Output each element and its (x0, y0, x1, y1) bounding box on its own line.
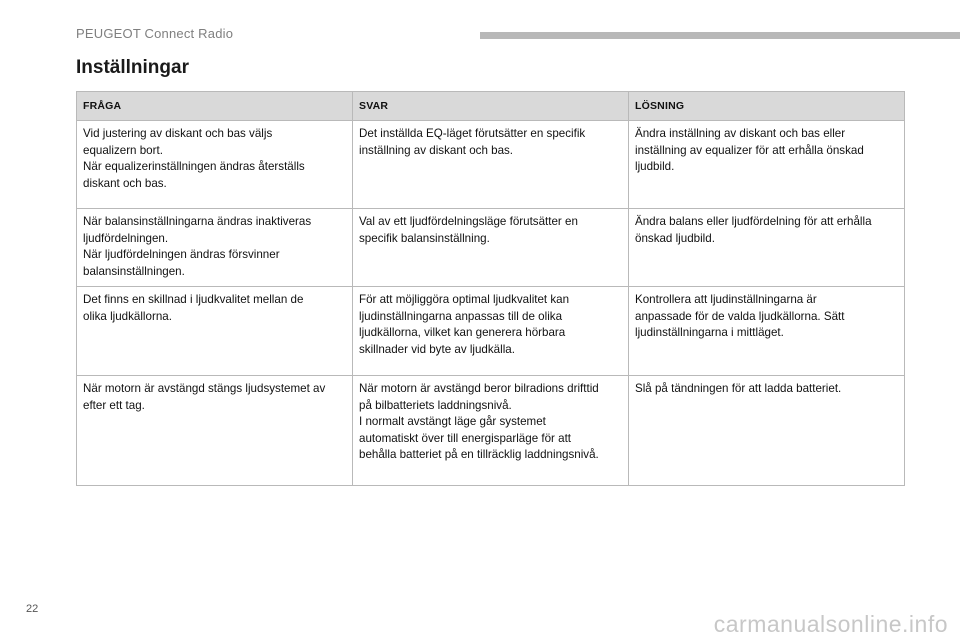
solution-cell (629, 121, 905, 209)
column-header-solution: LÖSNING (629, 92, 905, 121)
solution-cell (629, 287, 905, 376)
answer-cell (353, 121, 629, 209)
question-cell (77, 209, 353, 287)
answer-cell (353, 287, 629, 376)
question-text: När balansinställningarna ändras inaktiveras ljudfördelningen. När ljudfördelningen ändras försvinner balansinställningen. (83, 215, 312, 278)
column-header-question: FRÅGA (77, 92, 353, 121)
solution-cell (629, 209, 905, 287)
answer-cell (353, 376, 629, 486)
table-row (77, 121, 905, 209)
column-header-answer: SVAR (353, 92, 629, 121)
question-text: Det finns en skillnad i ljudkvalitet mellan de olika ljudkällorna. (83, 293, 304, 323)
solution-text: Slå på tändningen för att ladda batteriet. (635, 382, 842, 395)
answer-text: När motorn är avstängd beror bilradions drifttid på bilbatteriets laddningsnivå. I normalt avstängt läge går systemet automatiskt över till energisparläge för att behålla batteriet på en tillräcklig laddningsnivå. (359, 382, 599, 461)
table-row (77, 376, 905, 486)
question-cell (77, 287, 353, 376)
question-cell (77, 376, 353, 486)
solution-text: Ändra inställning av diskant och bas eller inställning av equalizer för att erhålla önskad ljudbild. (635, 127, 864, 173)
header-rule (480, 32, 960, 39)
table-row (77, 287, 905, 376)
page-title: Inställningar (76, 57, 189, 78)
answer-cell (353, 209, 629, 287)
answer-text: För att möjliggöra optimal ljudkvalitet kan ljudinställningarna anpassas till de olika ljudkällorna, vilket kan generera hörbara skillnader vid byte av ljudkälla. (359, 293, 570, 356)
solution-text: Ändra balans eller ljudfördelning för att erhålla önskad ljudbild. (635, 215, 872, 245)
answer-text: Val av ett ljudfördelningsläge förutsätter en specifik balansinställning. (359, 215, 578, 245)
table-header-row (77, 92, 905, 121)
solution-text: Kontrollera att ljudinställningarna är anpassade för de valda ljudkällorna. Sätt ljudinställningarna i mittläget. (635, 293, 845, 339)
table-row (77, 209, 905, 287)
answer-text: Det inställda EQ-läget förutsätter en specifik inställning av diskant och bas. (359, 127, 586, 157)
page-number: 22 (26, 603, 39, 615)
watermark: carmanualsonline.info (713, 611, 948, 637)
manual-header-label: PEUGEOT Connect Radio (76, 26, 234, 41)
question-text: När motorn är avstängd stängs ljudsystemet av efter ett tag. (83, 382, 326, 412)
faq-table (76, 91, 905, 486)
question-cell (77, 121, 353, 209)
solution-cell (629, 376, 905, 486)
question-text: Vid justering av diskant och bas väljs equalizern bort. När equalizerinställningen ändras återställs diskant och bas. (83, 127, 305, 190)
